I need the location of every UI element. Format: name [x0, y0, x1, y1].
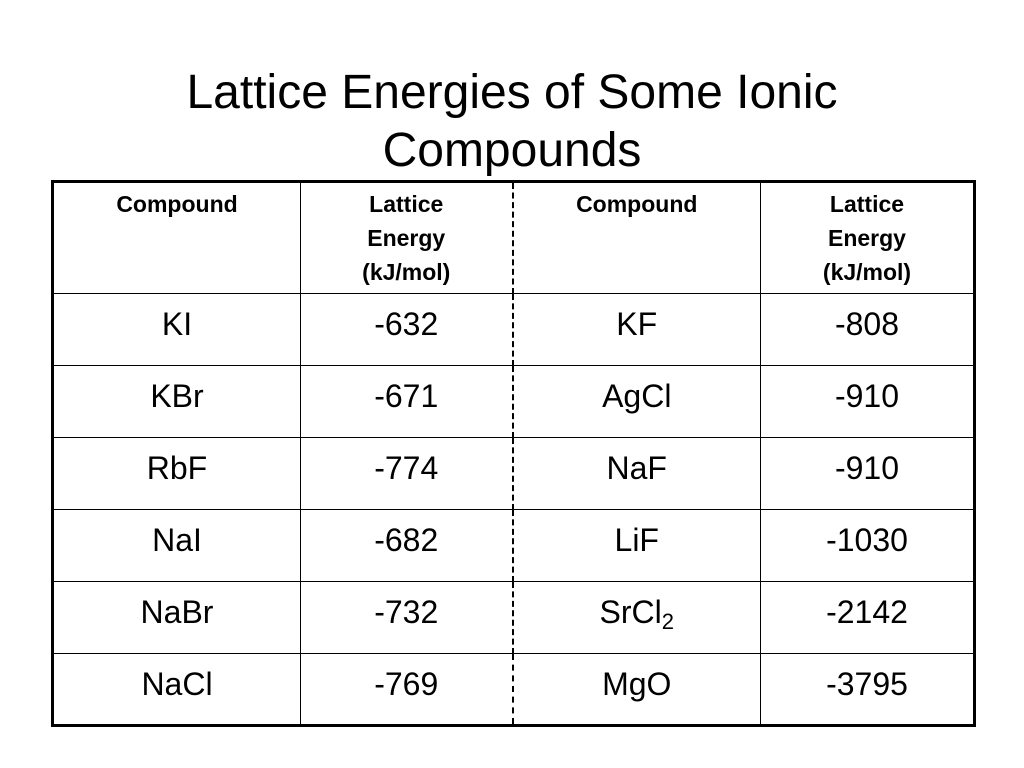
left-energy-cell: -671 — [301, 366, 513, 438]
left-compound-cell: NaBr — [53, 582, 301, 654]
left-energy-cell: -769 — [301, 654, 513, 726]
right-energy-cell: -910 — [761, 366, 975, 438]
table-row — [53, 654, 975, 726]
header-energy-line-1: Lattice — [829, 191, 905, 217]
right-compound-cell — [513, 510, 761, 582]
right-compound-cell — [513, 366, 761, 438]
compound-formula: NaF — [606, 450, 667, 486]
right-energy-cell: -3795 — [761, 654, 975, 726]
header-compound-left: Compound — [53, 182, 301, 294]
header-lattice-energy-right — [761, 182, 975, 294]
left-compound-cell: KBr — [53, 366, 301, 438]
table-row — [53, 438, 975, 510]
slide-title — [0, 64, 1024, 180]
compound-formula: SrCl — [599, 594, 662, 630]
right-compound-cell — [513, 654, 761, 726]
left-compound-cell: NaI — [53, 510, 301, 582]
header-energy-line-2: Energy — [828, 225, 906, 251]
compound-formula: AgCl — [602, 378, 672, 414]
left-compound-cell: NaCl — [53, 654, 301, 726]
slide-title-line-1: Lattice Energies of Some Ionic — [186, 66, 838, 120]
left-energy-cell: -632 — [301, 294, 513, 366]
right-compound-cell — [513, 582, 761, 654]
header-energy-line-1: Lattice — [369, 191, 444, 217]
right-energy-cell: -910 — [761, 438, 975, 510]
right-compound-cell — [513, 294, 761, 366]
header-energy-line-3: (kJ/mol) — [822, 259, 912, 285]
table-header-row — [53, 182, 975, 294]
left-compound-cell: KI — [53, 294, 301, 366]
left-energy-cell: -774 — [301, 438, 513, 510]
right-energy-cell: -808 — [761, 294, 975, 366]
header-compound-right: Compound — [513, 182, 761, 294]
compound-formula: LiF — [614, 522, 659, 558]
header-lattice-energy-left — [301, 182, 513, 294]
header-energy-line-2: Energy — [367, 225, 446, 251]
table-row — [53, 294, 975, 366]
slide-title-line-2: Compounds — [382, 124, 642, 178]
lattice-energy-table — [51, 180, 976, 727]
left-energy-cell: -732 — [301, 582, 513, 654]
right-compound-cell — [513, 438, 761, 510]
left-compound-cell: RbF — [53, 438, 301, 510]
right-energy-cell: -2142 — [761, 582, 975, 654]
left-energy-cell: -682 — [301, 510, 513, 582]
table-row — [53, 582, 975, 654]
header-energy-line-3: (kJ/mol) — [362, 259, 451, 285]
table-row — [53, 366, 975, 438]
table-row — [53, 510, 975, 582]
formula-subscript: 2 — [661, 609, 674, 634]
compound-formula: KF — [616, 306, 658, 342]
compound-formula: MgO — [602, 665, 672, 702]
right-energy-cell: -1030 — [761, 510, 975, 582]
